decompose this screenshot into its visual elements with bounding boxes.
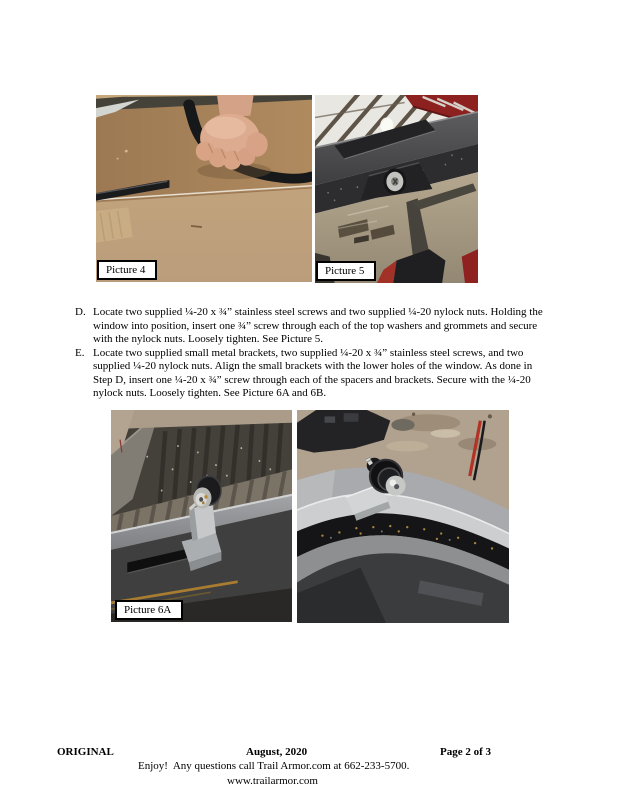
footer-contact-line: Enjoy! Any questions call Trail Armor.com at 662-233-5700. <box>138 760 410 772</box>
instruction-item-e <box>75 347 547 401</box>
footer-page-number: Page 2 of 3 <box>440 746 492 758</box>
picture-6b-image <box>297 410 509 623</box>
picture-6a-label: Picture 6A <box>115 600 183 620</box>
instruction-text-d: Locate two supplied ¼-20 x ¾” stainless steel screws and two supplied ¼-20 nylock nuts. Holding the window into position, insert one ¾” screw through each of the top washers and grommets and secure with the nylock nuts. Loosely tighten. See Picture 5. <box>93 306 543 345</box>
instruction-letter-e: E. <box>75 346 85 359</box>
footer-date: August, 2020 <box>246 746 308 758</box>
instruction-letter-d: D. <box>75 306 86 318</box>
picture-6a-image <box>111 410 292 622</box>
picture-6b-photo <box>297 410 509 623</box>
footer-original-label: ORIGINAL <box>57 746 114 758</box>
picture-4-label: Picture 4 <box>97 260 157 280</box>
picture-5-photo <box>315 95 478 283</box>
instruction-text-e: Locate two supplied small metal brackets, two supplied ¼-20 x ¾” stainless steel screws, and two supplied ¼-20 nylock nuts. Align the small brackets with the lower holes of the window. As done in Step D, insert one ¼-20 x ¾” screw through each of the spacers and brackets. Secure with the ¼-20 nylock nuts. Loosely tighten. See Picture 6A and 6B. <box>93 346 533 399</box>
picture-4-photo <box>96 95 312 282</box>
picture-5-label: Picture 5 <box>316 261 376 281</box>
footer-website: www.trailarmor.com <box>227 775 318 787</box>
picture-6a-photo <box>111 410 292 622</box>
picture-5-image <box>315 95 478 283</box>
instruction-item-d <box>75 306 547 347</box>
picture-4-image <box>96 95 312 282</box>
instruction-list <box>75 306 547 401</box>
